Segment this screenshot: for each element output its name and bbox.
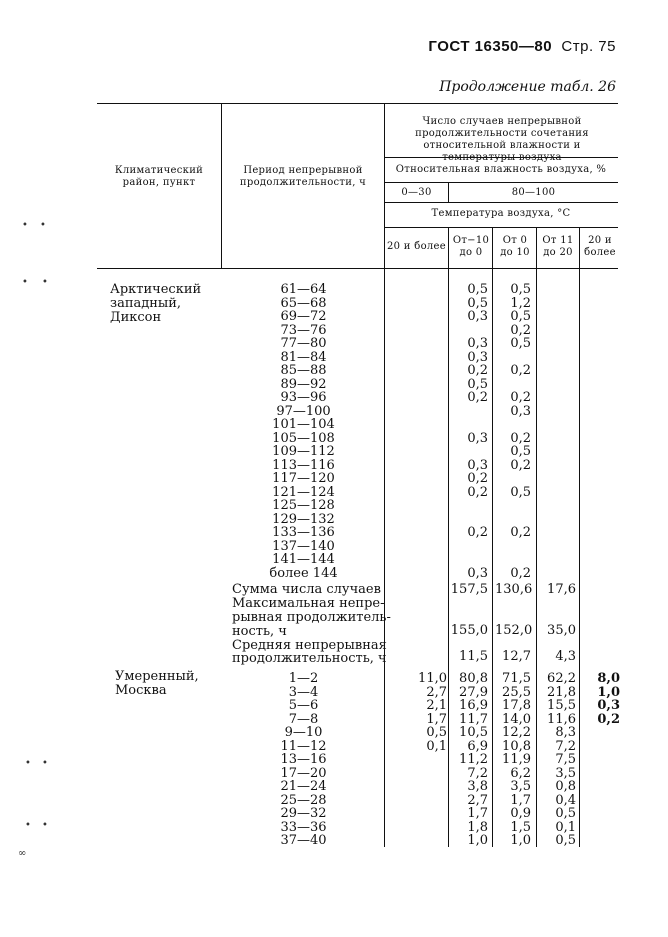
period-cell: 1—2 xyxy=(288,671,319,686)
sum-label: Сумма числа случаев xyxy=(232,582,381,597)
value-cell: 10,5 xyxy=(459,725,488,740)
value-cell: 27,9 xyxy=(459,684,488,700)
region-moderate-line-1: Умеренный, xyxy=(115,669,199,684)
value-cell: 0,3 xyxy=(467,565,488,581)
value-cell: 0,1 xyxy=(426,738,447,754)
value-cell: 0,2 xyxy=(467,484,488,500)
period-cell: 133—136 xyxy=(272,525,335,540)
table-row xyxy=(0,486,668,499)
value-cell: 0,9 xyxy=(510,806,531,821)
value-cell: 0,2 xyxy=(510,363,531,378)
table-row xyxy=(0,567,668,580)
header-humidity-low: 0—30 xyxy=(401,187,432,198)
table-row xyxy=(0,297,668,310)
period-cell: 109—112 xyxy=(272,444,335,459)
value-cell: 0,3 xyxy=(467,349,488,365)
max-label-line-2: рывная продолжитель- xyxy=(232,610,391,625)
value-cell: 0,3 xyxy=(467,457,488,473)
value-cell: 2,7 xyxy=(467,792,488,808)
scan-speck: ∞ xyxy=(18,848,27,859)
table-row xyxy=(0,713,668,726)
period-cell: 11—12 xyxy=(280,738,327,754)
value-cell: 0,2 xyxy=(510,390,531,405)
period-cell: 69—72 xyxy=(280,309,327,324)
value-cell: 0,2 xyxy=(510,430,531,446)
header-humidity: Относительная влажность воздуха, % xyxy=(395,164,607,175)
value-cell: 7,2 xyxy=(467,765,488,781)
table-row xyxy=(0,807,668,820)
table-row xyxy=(0,669,668,686)
value-cell: 7,2 xyxy=(555,738,576,754)
header-divider-t3 xyxy=(536,227,537,269)
table-top-rule xyxy=(97,103,618,104)
table-row xyxy=(0,445,668,458)
table-row xyxy=(0,740,668,753)
header-divider-t4 xyxy=(579,227,580,269)
period-cell: 29—32 xyxy=(280,806,327,821)
table-row xyxy=(0,821,668,834)
value-cell: 3,5 xyxy=(510,779,531,794)
value-cell: 0,2 xyxy=(510,457,531,473)
period-cell: 37—40 xyxy=(280,833,327,848)
value-cell: 1,5 xyxy=(510,819,531,835)
period-cell: 113—116 xyxy=(272,457,335,473)
value-cell: 16,9 xyxy=(459,698,488,713)
value-cell: 0,2 xyxy=(467,390,488,405)
period-cell: 117—120 xyxy=(272,471,335,486)
value-cell: 0,5 xyxy=(467,282,488,297)
period-cell: 105—108 xyxy=(272,430,335,446)
value-cell: 1,7 xyxy=(467,806,488,821)
header-temp-col-5: 20 и более xyxy=(584,235,616,258)
page-header xyxy=(428,38,616,55)
header-divider-region xyxy=(221,103,222,269)
standard-number: ГОСТ 16350—80 xyxy=(428,38,553,55)
period-cell: 13—16 xyxy=(280,752,327,767)
header-rule-temperature xyxy=(384,227,618,228)
value-cell: 8,3 xyxy=(555,725,576,740)
value-cell: 0,2 xyxy=(467,363,488,378)
header-humidity-high: 80—100 xyxy=(511,187,556,198)
table-row xyxy=(0,391,668,404)
period-cell: 85—88 xyxy=(280,363,327,378)
scan-speck: • xyxy=(22,220,28,231)
table-row xyxy=(0,283,668,296)
value-cell: 71,5 xyxy=(502,671,531,686)
value-cell: 11,9 xyxy=(502,752,531,767)
value-cell: 0,3 xyxy=(510,403,531,419)
period-cell: 17—20 xyxy=(280,765,327,781)
avg-value: 4,3 xyxy=(555,649,576,664)
max-value: 152,0 xyxy=(495,623,533,638)
header-divider-t1 xyxy=(448,227,449,269)
value-cell: 0,2 xyxy=(510,525,531,540)
scan-speck: • xyxy=(40,220,46,231)
period-cell: 21—24 xyxy=(280,779,327,794)
header-temp-col-3: От 0 до 10 xyxy=(500,235,530,258)
value-cell: 11,6 xyxy=(547,711,576,727)
value-cell: 0,2 xyxy=(510,565,531,581)
value-cell: 1,0 xyxy=(597,684,620,700)
period-cell: 125—128 xyxy=(272,498,335,513)
header-divider-t2 xyxy=(492,227,493,269)
value-cell: 25,5 xyxy=(502,684,531,700)
table-row xyxy=(0,472,668,485)
value-cell: 0,3 xyxy=(467,430,488,446)
max-label-line-1: Максимальная непре- xyxy=(232,596,385,611)
value-cell: 0,2 xyxy=(597,711,620,727)
value-cell: 6,2 xyxy=(510,765,531,781)
avg-value: 11,5 xyxy=(459,649,488,664)
value-cell: 0,2 xyxy=(510,322,531,338)
header-rule-humidity-range xyxy=(384,202,618,203)
value-cell: 0,3 xyxy=(467,309,488,324)
header-region: Климатический район, пункт xyxy=(114,165,204,188)
value-cell: 0,5 xyxy=(510,309,531,324)
value-cell: 80,8 xyxy=(459,671,488,686)
table-row xyxy=(0,459,668,472)
period-cell: 81—84 xyxy=(280,349,327,365)
value-cell: 0,3 xyxy=(467,336,488,351)
value-cell: 0,3 xyxy=(597,698,620,713)
max-label-line-3: ность, ч xyxy=(232,624,287,639)
value-cell: 0,5 xyxy=(426,725,447,740)
value-cell: 0,5 xyxy=(510,336,531,351)
scan-speck: • xyxy=(42,758,48,769)
table-row xyxy=(0,418,668,431)
scan-speck: • xyxy=(22,277,28,288)
period-cell: 3—4 xyxy=(288,684,319,700)
period-cell: 129—132 xyxy=(272,511,335,527)
header-bottom-rule xyxy=(97,268,618,269)
value-cell: 62,2 xyxy=(547,671,576,686)
table-row xyxy=(0,432,668,445)
table-row xyxy=(0,364,668,377)
value-cell: 12,2 xyxy=(502,725,531,740)
period-cell: 141—144 xyxy=(272,552,335,567)
value-cell: 21,8 xyxy=(547,684,576,700)
table-row xyxy=(0,767,668,780)
sum-value: 17,6 xyxy=(547,582,576,597)
header-group: Число случаев непрерывной продолжительности сочетания относительной влажности и температуры воздуха xyxy=(415,116,589,163)
value-cell: 1,0 xyxy=(510,833,531,848)
table-continuation-caption: Продолжение табл. 26 xyxy=(439,79,616,95)
scan-speck: • xyxy=(25,820,31,831)
table-row xyxy=(0,378,668,391)
table-row xyxy=(0,310,668,323)
region-arctic: Арктический западный, Диксон xyxy=(110,282,202,325)
value-cell: 1,0 xyxy=(467,833,488,848)
value-cell: 0,2 xyxy=(467,471,488,486)
value-cell: 2,1 xyxy=(426,698,447,713)
value-cell: 14,0 xyxy=(502,711,531,727)
page-number: Стр. 75 xyxy=(561,38,616,55)
table-row xyxy=(0,553,668,566)
value-cell: 2,7 xyxy=(426,684,447,700)
value-cell: 0,5 xyxy=(467,376,488,392)
scan-speck: • xyxy=(25,758,31,769)
value-cell: 0,4 xyxy=(555,792,576,808)
value-cell: 11,7 xyxy=(459,711,488,727)
period-cell: 25—28 xyxy=(280,792,327,808)
period-cell: 93—96 xyxy=(280,390,327,405)
value-cell: 7,5 xyxy=(555,752,576,767)
period-cell: 73—76 xyxy=(280,322,327,338)
value-cell: 11,0 xyxy=(418,671,447,686)
value-cell: 3,5 xyxy=(555,765,576,781)
table-row xyxy=(0,753,668,766)
table-row xyxy=(0,513,668,526)
value-cell: 15,5 xyxy=(547,698,576,713)
value-cell: 1,7 xyxy=(426,711,447,727)
value-cell: 0,5 xyxy=(467,295,488,311)
period-cell: 97—100 xyxy=(276,403,331,419)
table-row xyxy=(0,337,668,350)
value-cell: 10,8 xyxy=(502,738,531,754)
value-cell: 17,8 xyxy=(502,698,531,713)
value-cell: 0,5 xyxy=(555,806,576,821)
avg-row xyxy=(0,649,668,666)
value-cell: 11,2 xyxy=(459,752,488,767)
value-cell: 1,7 xyxy=(510,792,531,808)
period-cell: более 144 xyxy=(269,565,338,581)
sum-value: 130,6 xyxy=(495,582,533,597)
value-cell: 0,1 xyxy=(555,819,576,835)
table-row xyxy=(0,794,668,807)
value-cell: 8,0 xyxy=(597,671,620,686)
header-rule-humidity xyxy=(384,182,618,183)
value-cell: 1,2 xyxy=(510,295,531,311)
value-cell: 0,5 xyxy=(555,833,576,848)
header-temperature: Температура воздуха, °С xyxy=(431,208,571,219)
sum-value: 157,5 xyxy=(450,582,488,597)
table-row xyxy=(0,683,668,700)
period-cell: 9—10 xyxy=(284,725,323,740)
table-row xyxy=(0,405,668,418)
table-row xyxy=(0,780,668,793)
table-row xyxy=(0,526,668,539)
value-cell: 3,8 xyxy=(467,779,488,794)
max-row xyxy=(0,624,668,637)
sum-row xyxy=(0,583,668,596)
header-temp-col-1: 20 и более xyxy=(387,241,446,252)
table-row xyxy=(0,834,668,847)
header-period: Период непрерывной продолжительности, ч xyxy=(239,165,367,188)
max-value: 35,0 xyxy=(547,623,576,638)
header-temp-col-2: От−10 до 0 xyxy=(452,235,490,258)
scan-speck: • xyxy=(42,277,48,288)
period-cell: 89—92 xyxy=(280,376,327,392)
table-row xyxy=(0,699,668,712)
table-row xyxy=(0,540,668,553)
period-cell: 33—36 xyxy=(280,819,327,835)
value-cell: 0,5 xyxy=(510,484,531,500)
table-row xyxy=(0,324,668,337)
value-cell: 0,5 xyxy=(510,282,531,297)
period-cell: 5—6 xyxy=(288,698,319,713)
value-cell: 0,8 xyxy=(555,779,576,794)
max-value: 155,0 xyxy=(450,623,488,638)
avg-label-line-2: продолжительность, ч xyxy=(232,651,387,666)
region-moderate-line-2: Москва xyxy=(115,683,167,698)
value-cell: 6,9 xyxy=(467,738,488,754)
value-cell: 1,8 xyxy=(467,819,488,835)
avg-value: 12,7 xyxy=(502,649,531,664)
value-cell: 0,5 xyxy=(510,444,531,459)
period-cell: 101—104 xyxy=(272,417,335,432)
table-row xyxy=(0,499,668,512)
period-cell: 65—68 xyxy=(280,295,327,311)
period-cell: 77—80 xyxy=(280,336,327,351)
period-cell: 121—124 xyxy=(272,484,335,500)
table-row xyxy=(0,726,668,739)
period-cell: 61—64 xyxy=(280,282,327,297)
value-cell: 0,2 xyxy=(467,525,488,540)
period-cell: 7—8 xyxy=(288,711,319,727)
avg-label-line-1: Средняя непрерывная xyxy=(232,638,387,653)
header-temp-col-4: От 11 до 20 xyxy=(542,235,574,258)
scan-speck: • xyxy=(42,820,48,831)
table-row xyxy=(0,351,668,364)
period-cell: 137—140 xyxy=(272,538,335,554)
